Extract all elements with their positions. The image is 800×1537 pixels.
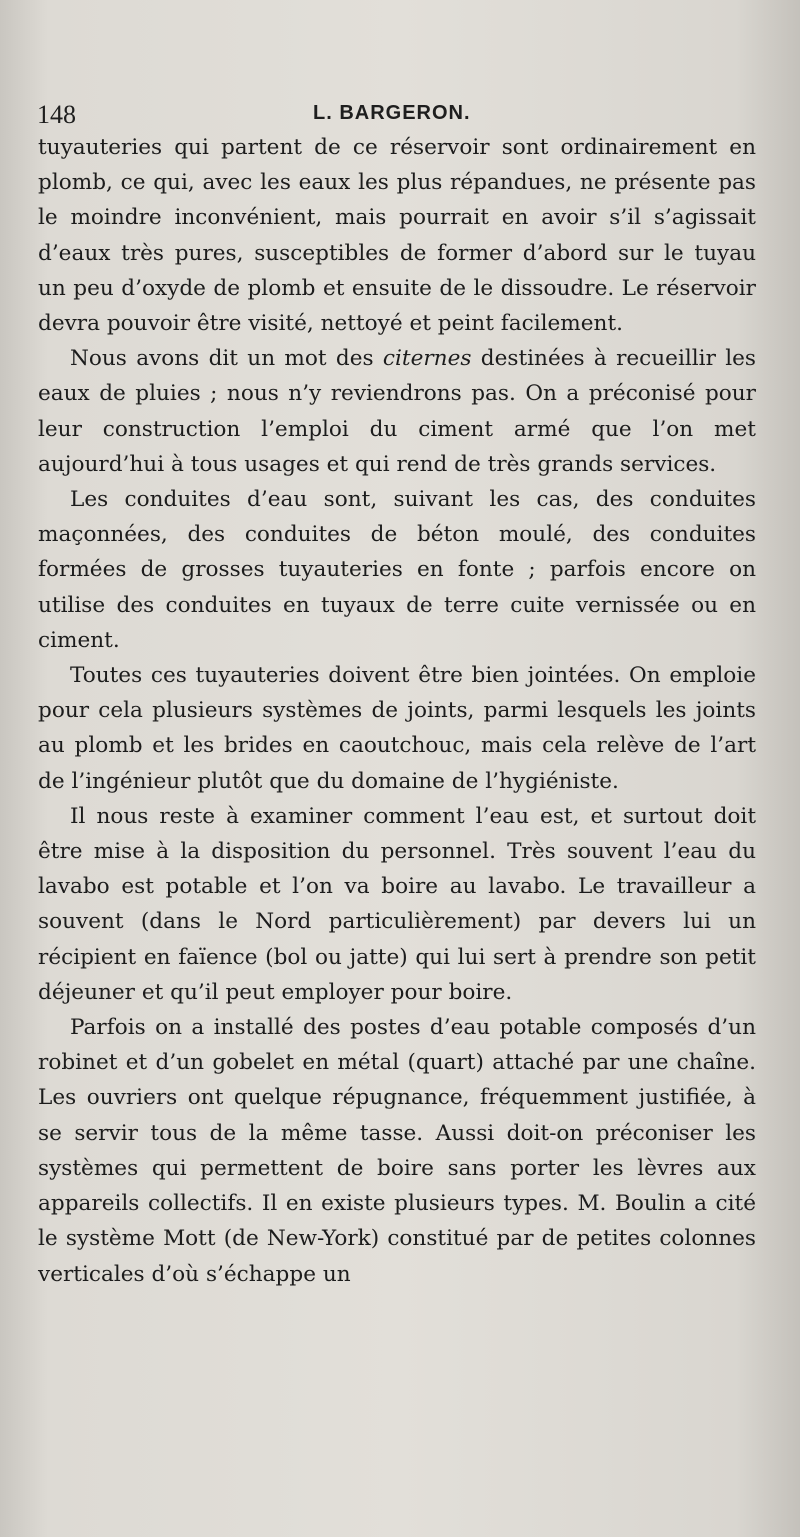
paragraph-2: [38, 341, 756, 482]
body-text: [38, 130, 756, 1292]
paragraph-3: [38, 482, 756, 658]
running-head: L. BARGERON.: [313, 102, 471, 124]
paragraph-6-text: Parfois on a installé des postes d’eau potable composés d’un robinet et d’un gobelet en métal (quart) attaché par une chaîne. Les ouvriers ont quelque répugnance, fréquemment justifiée, à se servir tous de la même tasse. Aussi doit-on préconiser les systèmes qui permettent de boire sans porter les lèvres aux appareils collectifs. Il en existe plusieurs types. M. Boulin a cité le système Mott (de New-York) constitué par de petites colonnes verticales d’où s’échappe un: [38, 1015, 756, 1287]
page-number: 148: [37, 100, 76, 129]
paragraph-5-text: Il nous reste à examiner comment l’eau est, et surtout doit être mise à la disposition du personnel. Très souvent l’eau du lavabo est potable et l’on va boire au lavabo. Le travailleur a souvent (dans le Nord particulièrement) par devers lui un récipient en faïence (bol ou jatte) qui lui sert à prendre son petit déjeuner et qu’il peut employer pour boire.: [38, 803, 756, 1005]
paragraph-4: [38, 658, 756, 799]
paragraph-6: [38, 1010, 756, 1292]
paragraph-2-text-before: Nous avons dit un mot des: [70, 346, 383, 372]
page-header: [37, 96, 757, 132]
paragraph-5: [38, 799, 756, 1010]
paragraph-3-text: Les conduites d’eau sont, suivant les cas, des conduites maçonnées, des conduites de béton moulé, des conduites formées de grosses tuyauteries en fonte ; parfois encore on utilise des conduites en tuyaux de terre cuite vernissée ou en ciment.: [38, 487, 756, 653]
paragraph-2-emphasis: citernes: [382, 346, 472, 372]
paragraph-2-text-after: destinées à recueillir les eaux de pluies ; nous n’y reviendrons pas. On a préconisé pour leur construction l’emploi du ciment armé que l’on met aujourd’hui à tous usages et qui rend de très grands services.: [38, 346, 756, 477]
paragraph-1: [38, 130, 756, 341]
paragraph-1-text: tuyauteries qui partent de ce réservoir sont ordinairement en plomb, ce qui, avec les eaux les plus répandues, ne présente pas le moindre inconvénient, mais pourrait en avoir s’il s’agissait d’eaux très pures, susceptibles de former d’abord sur le tuyau un peu d’oxyde de plomb et ensuite de le dissoudre. Le réservoir devra pouvoir être visité, nettoyé et peint facilement.: [38, 135, 756, 337]
paragraph-4-text: Toutes ces tuyauteries doivent être bien jointées. On emploie pour cela plusieurs systèmes de joints, parmi lesquels les joints au plomb et les brides en caoutchouc, mais cela relève de l’art de l’ingénieur plutôt que du domaine de l’hygiéniste.: [38, 663, 756, 794]
